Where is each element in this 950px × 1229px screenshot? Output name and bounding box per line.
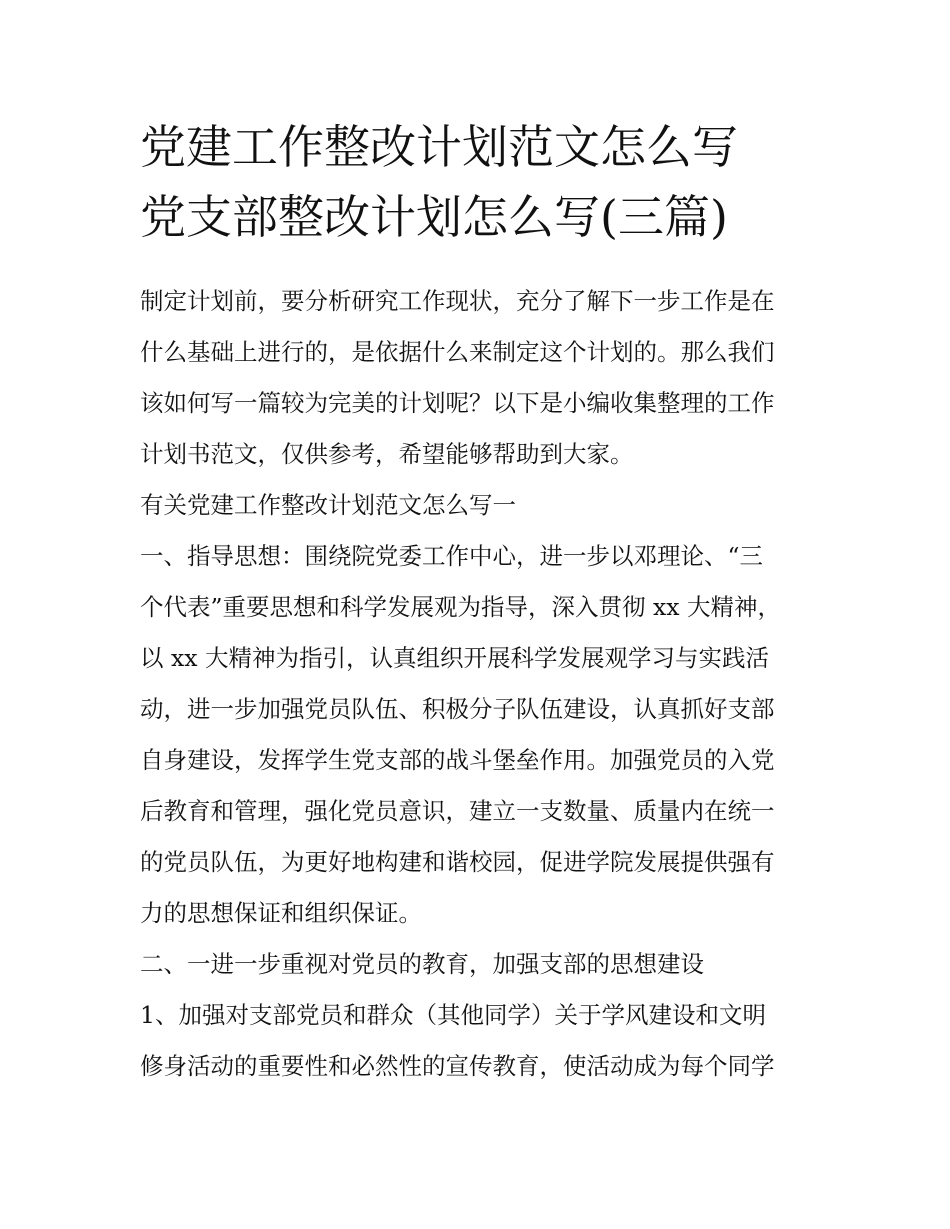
body-line: 1、加强对支部党员和群众（其他同学）关于学风建设和文明: [140, 1001, 766, 1029]
body-line: 力的思想保证和组织保证。: [140, 899, 422, 927]
body-line: 什么基础上进行的，是依据什么来制定这个计划的。那么我们: [140, 338, 775, 366]
body-line: 该如何写一篇较为完美的计划呢？以下是小编收集整理的工作: [140, 389, 775, 417]
title-line-2: 党支部整改计划怎么写(三篇): [140, 190, 728, 244]
document-title: [140, 112, 840, 252]
body-line: 计划书范文，仅供参考，希望能够帮助到大家。: [140, 440, 634, 468]
body-line: 制定计划前，要分析研究工作现状，充分了解下一步工作是在: [140, 287, 775, 315]
body-line: 个代表”重要思想和科学发展观为指导，深入贯彻 xx 大精神，: [140, 593, 781, 621]
section-heading: 二、一进一步重视对党员的教育，加强支部的思想建设: [140, 950, 704, 978]
body-line: 动，进一步加强党员队伍、积极分子队伍建设，认真抓好支部: [140, 695, 775, 723]
body-line: 一、指导思想：围绕院党委工作中心，进一步以邓理论、“三: [140, 542, 764, 570]
document-body: [140, 276, 820, 1092]
section-heading: 有关党建工作整改计划范文怎么写一: [140, 491, 516, 519]
body-line: 自身建设，发挥学生党支部的战斗堡垒作用。加强党员的入党: [140, 746, 775, 774]
body-line: 后教育和管理，强化党员意识，建立一支数量、质量内在统一: [140, 797, 775, 825]
body-line: 以 xx 大精神为指引，认真组织开展科学发展观学习与实践活: [140, 644, 769, 672]
title-line-1: 党建工作整改计划范文怎么写: [140, 120, 738, 174]
body-line: 修身活动的重要性和必然性的宣传教育，使活动成为每个同学: [140, 1052, 775, 1080]
body-line: 的党员队伍，为更好地构建和谐校园，促进学院发展提供强有: [140, 848, 775, 876]
